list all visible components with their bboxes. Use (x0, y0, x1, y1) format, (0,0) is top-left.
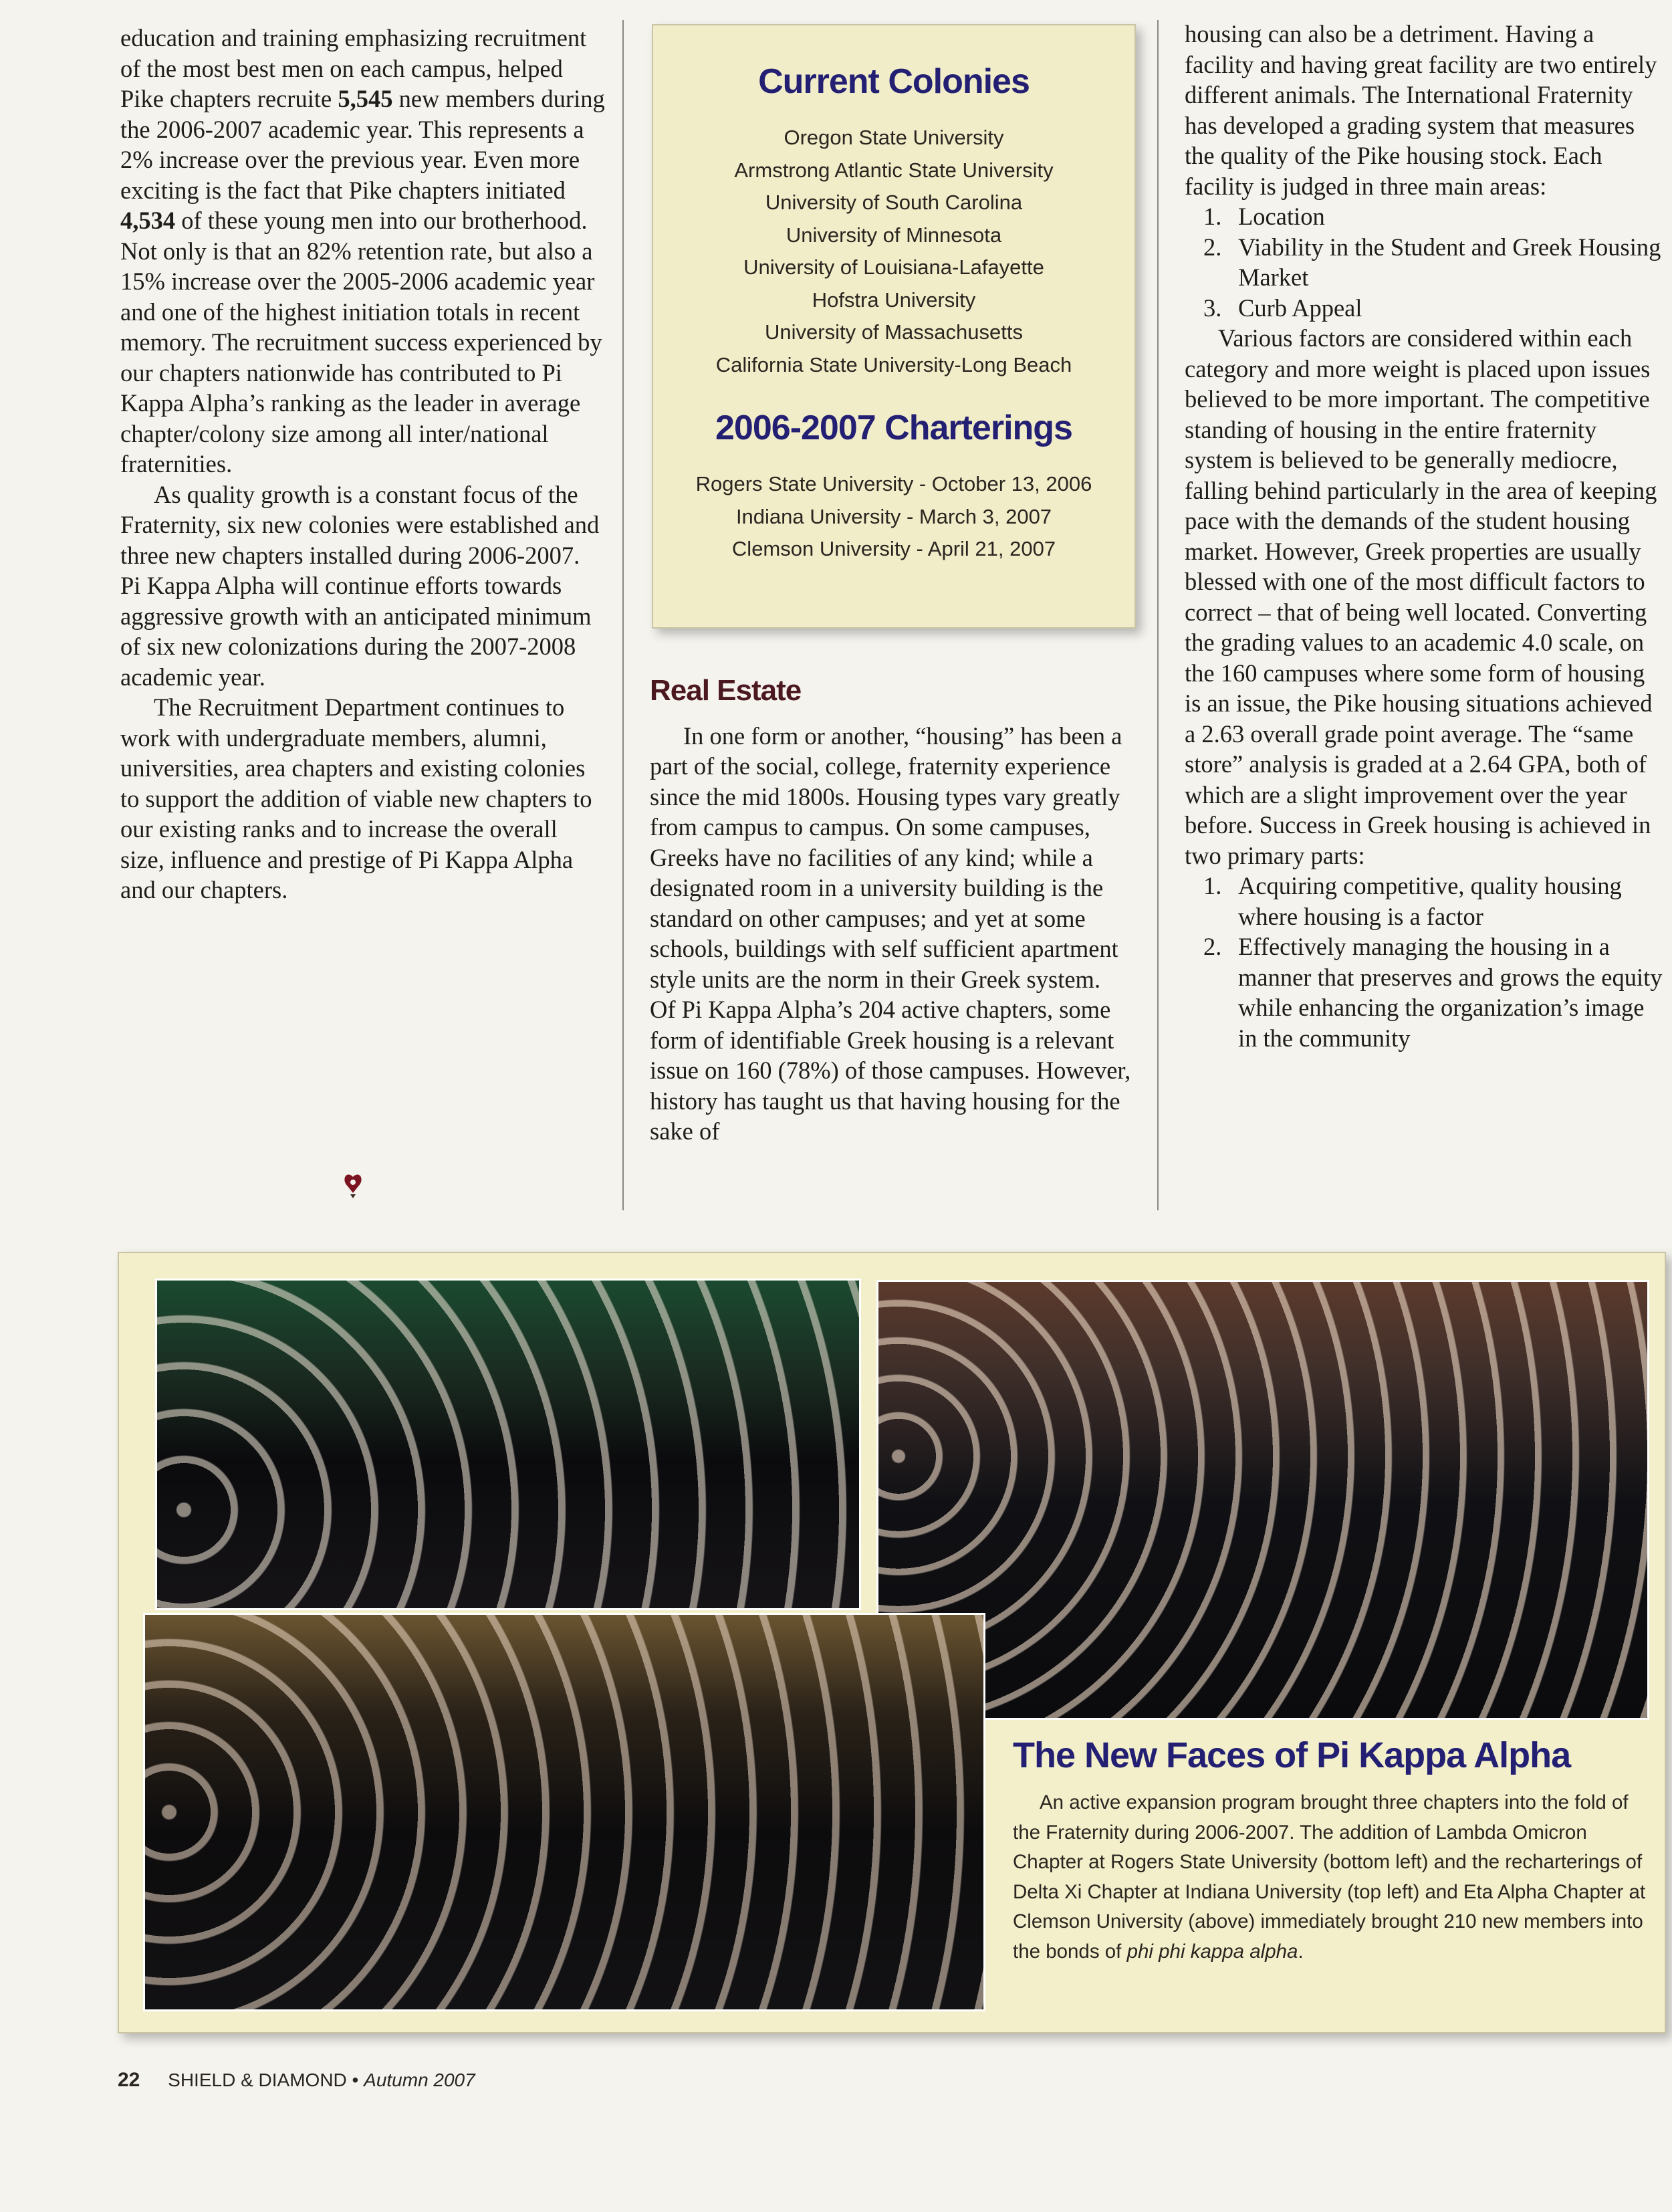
page-footer (118, 2069, 475, 2092)
list-item: 3. Curb Appeal (1203, 294, 1362, 322)
current-colonies-title: Current Colonies (758, 62, 1030, 101)
page-number: 22 (118, 2069, 140, 2091)
colony-item: University of South Carolina (765, 191, 1023, 214)
charterings-title: 2006-2007 Charterings (715, 409, 1072, 447)
colony-item: Armstrong Atlantic State University (734, 158, 1054, 182)
highlight-figure: 4,534 (120, 207, 176, 234)
text-run: new members during the 2006-2007 academic year. This represents a 2% increase over the previous year. Even more exciting is the fact that Pike chapters initiated (120, 85, 605, 204)
list-item: 2. Effectively managing the housing in a manner that preserves and grows the equity while enhancing the organization’s image in the community (1203, 933, 1663, 1052)
photo-caption-title: The New Faces of Pi Kappa Alpha (1013, 1735, 1571, 1775)
photo-rogers-state-chapter (143, 1613, 985, 2011)
right-paragraph-1: housing can also be a detriment. Having a facility and having great facility are two entirely different animals. The International Fraternity has developed a grading system that measures the quality of the Pike housing stock. Each facility is judged in three main areas: (1185, 20, 1657, 200)
text-run: of these young men into our brotherhood. Not only is that an 82% retention rate, but also a 15% increase over the 2005-2006 academic year and one of the highest initiation totals in recent memory. The recruitment success experienced by our chapters nationwide has contributed to Pi Kappa Alpha’s ranking as the leader in average chapter/colony size among all inter/national fraternities. (120, 207, 602, 477)
colonies-sidebar (652, 24, 1136, 629)
colony-item: California State University-Long Beach (715, 352, 1072, 376)
list-item: 2. Viability in the Student and Greek Housing Market (1203, 233, 1661, 291)
photo-caption-body: An active expansion program brought three chapters into the fold of the Fraternity during 2006-2007. The addition of Lambda Omicron Chapter at Rogers State University (bottom left) and the recharterings of Delta Xi Chapter at Indiana University (top left) and Eta Alpha Chapter at Clemson University (above) immediately brought 210 new members into the bonds of phi phi kappa alpha. (1013, 1791, 1646, 1963)
left-paragraph-1 (120, 23, 605, 479)
photo-caption (1013, 1735, 1655, 1967)
colony-item: University of Massachusetts (765, 320, 1023, 344)
real-estate-paragraph: In one form or another, “housing” has been a part of the social, college, fraternity experience since the mid 1800s. Housing types vary greatly from campus to campus. On some campuses, Greeks have no facilities of any kind; while a designated room in a university building is the standard on other campuses; and yet at some schools, buildings with self sufficient apartment style units are the norm in their Greek system. Of Pi Kappa Alpha’s 204 active chapters, some form of identifiable Greek housing is a relevant issue on 160 (78%) of those campuses. However, history has taught us that having housing for the sake of (650, 722, 1131, 1145)
real-estate-heading: Real Estate (650, 674, 802, 707)
left-paragraph-3: The Recruitment Department continues to work with undergraduate members, alumni, universities, area chapters and existing colonies to support the addition of viable new chapters to our existing ranks and to increase the overall size, influence and prestige of Pi Kappa Alpha and our chapters. (120, 693, 592, 903)
colony-item: Hofstra University (812, 288, 976, 312)
text-run: education and training emphasizing recruitment of the most best men on each campus, helped Pike chapters recruite (120, 24, 587, 112)
colony-item: Oregon State University (784, 126, 1004, 149)
chartering-item: Rogers State University - October 13, 2006 (695, 472, 1092, 495)
column-rule-right (1157, 20, 1159, 1210)
pike-crest-icon (341, 1172, 365, 1198)
colonies-list (653, 122, 1134, 381)
right-column (1185, 19, 1666, 1053)
right-paragraph-2: Various factors are considered within each category and more weight is placed upon issues believed to be more important. The competitive standing of housing in the entire fraternity system is believed to be generally mediocre, falling behind particularly in the area of keeping pace with the demands of the student housing market. However, Greek properties are usually blessed with one of the most difficult factors to correct – that of being well located. Converting the grading values to an academic 4.0 scale, on the 160 campuses where some form of housing is an issue, the Pike housing situations achieved a 2.63 overall grade point average. The “same store” analysis is graded at a 2.64 GPA, both of which are a slight improvement over the year before. Success in Greek housing is achieved in two primary parts: (1185, 324, 1657, 869)
highlight-figure: 5,545 (338, 85, 393, 112)
column-rule-left (622, 20, 624, 1210)
grading-areas-list (1185, 201, 1666, 323)
colony-item: University of Louisiana-Lafayette (743, 255, 1044, 279)
chartering-item: Clemson University - April 21, 2007 (731, 537, 1056, 560)
left-column (120, 23, 605, 905)
charterings-list (653, 468, 1134, 566)
left-paragraph-2: As quality growth is a constant focus of the Fraternity, six new colonies were established and three new chapters installed during 2006-2007. Pi Kappa Alpha will continue efforts towards aggressive growth with an anticipated minimum of six new colonizations during the 2007-2008 academic year. (120, 480, 600, 691)
publication-name: SHIELD & DIAMOND (168, 2070, 347, 2090)
chartering-item: Indiana University - March 3, 2007 (735, 504, 1052, 528)
success-parts-list (1185, 871, 1666, 1053)
colony-item: University of Minnesota (786, 223, 1002, 247)
list-item: 1. Acquiring competitive, quality housing where housing is a factor (1203, 872, 1622, 930)
photo-clemson-chapter (876, 1280, 1649, 1720)
photo-indiana-chapter (155, 1279, 861, 1610)
middle-column (650, 675, 1131, 1147)
footer-separator: • (352, 2070, 359, 2090)
list-item: 1. Location (1203, 203, 1325, 230)
issue-label: Autumn 2007 (364, 2070, 475, 2090)
